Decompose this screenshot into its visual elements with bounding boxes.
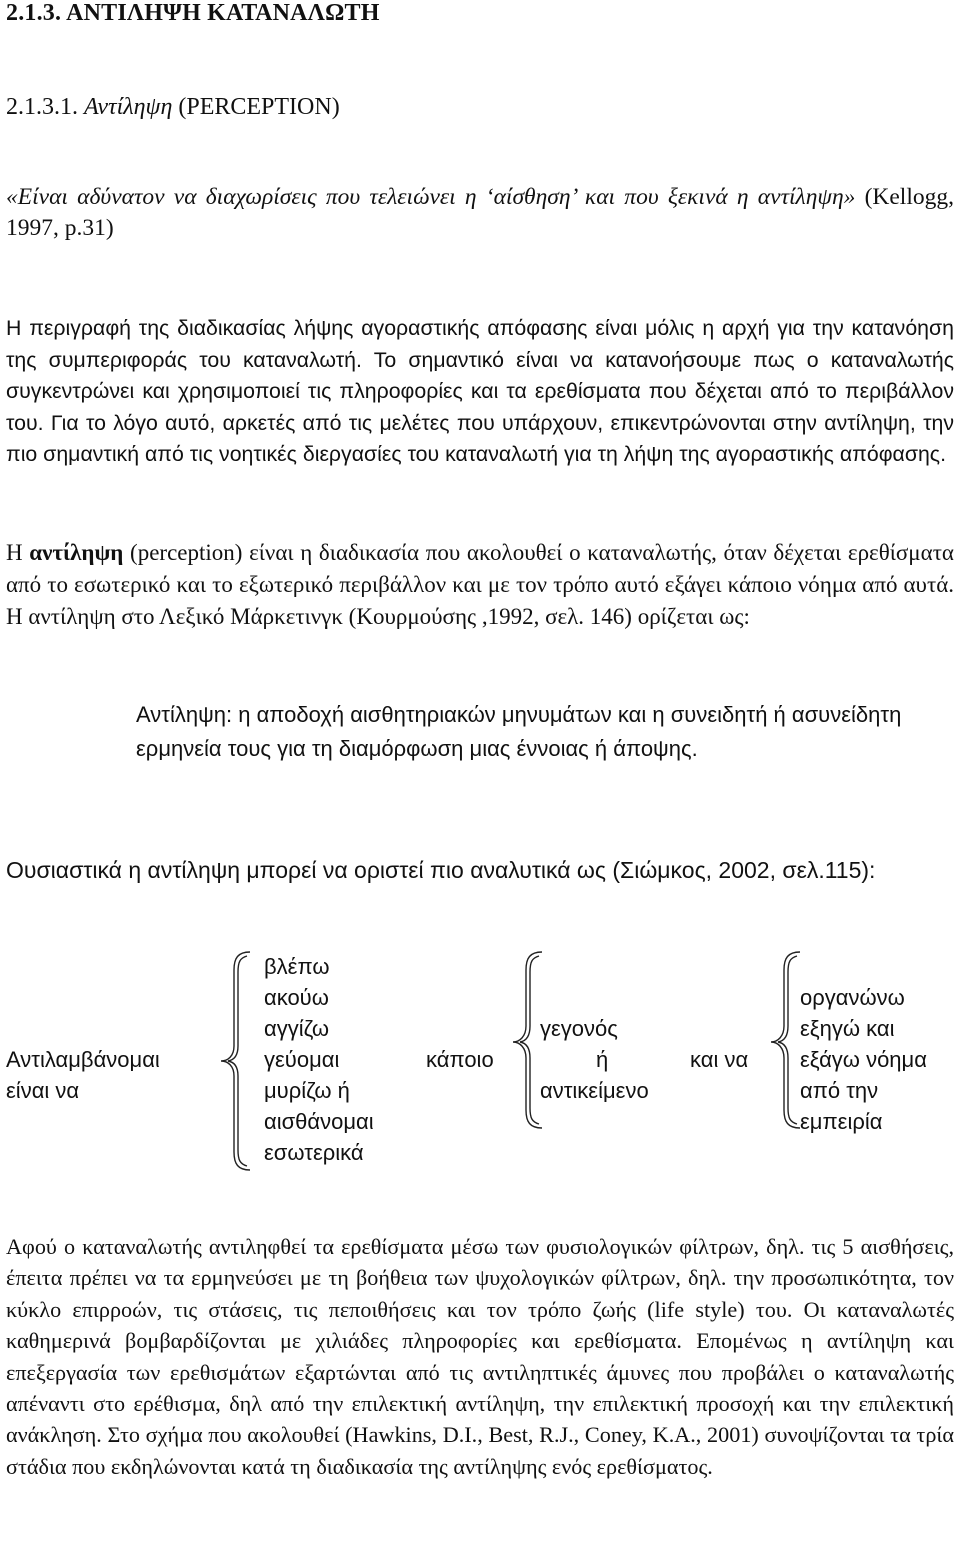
sense-hear: ακούω: [264, 985, 329, 1010]
object-or: ή: [596, 1047, 609, 1072]
object-event: γεγονός: [540, 1016, 618, 1041]
object-thing: αντικείμενο: [540, 1078, 649, 1103]
term-perception: αντίληψη: [29, 540, 124, 565]
paragraph-4: Αφού ο καταναλωτής αντιληφθεί τα ερεθίσματα μέσω των φυσιολογικών φίλτρων, δηλ. τις 5 αισθήσεις, έπειτα πρέπει να τα ερμηνεύσει με τη βοήθεια των ψυχολογικών φίλτρων, δηλ. την προσωπικότητα, τον κύκλο επιρροών, τις στάσεις, τις πεποιθήσεις και τον τρόπο ζωής (life style) του. Οι καταναλωτές καθημερινά βομβαρδίζονται με χιλιάδες πληροφορίες και ερεθίσματα. Επομένως η αντίληψη και επεξεργασία των ερεθισμάτων εξαρτώνται από τις αντιληπτικές άμυνες που προβάλει ο καταναλωτής απέναντι στο ερέθισμα, δηλ από την επιλεκτική αντίληψη, την επιλεκτική προσοχή και την επιλεκτική ανάκληση. Στο σχήμα που ακολουθεί (Hawkins, D.I., Best, R.J., Coney, K.A., 2001) συνοψίζονται τα τρία στάδια που εκδηλώνονται κατά τη διαδικασία της αντίληψης ενός ερεθίσματος.: [6, 1234, 954, 1479]
paragraph-1: Η περιγραφή της διαδικασίας λήψης αγοραστικής απόφασης είναι μόλις η αρχή για την κατανόηση της συμπεριφοράς του καταναλωτή. Το σημαντικό είναι να κατανοήσουμε πως ο καταναλωτής συγκεντρώνει και χρησιμοποιεί τις πληροφορίες και τα ερεθίσματα που δέχεται από το περιβάλλον του. Για το λόγο αυτό, αρκετές από τις μελέτες που υπάρχουν, επικεντρώνονται στην αντίληψη, την πιο σημαντική από τις νοητικές διεργασίες του καταναλωτή για τη λήψη της αγοραστικής απόφασης.: [6, 316, 954, 466]
diagram-lead-2: είναι να: [6, 1078, 80, 1103]
paragraph-2-rest: (perception) είναι η διαδικασία που ακολουθεί ο καταναλωτής, όταν δέχεται ερεθίσματα από το εσωτερικό και το εξωτερικό περιβάλλον και με τον τρόπο αυτό εξάγει κάποιο νόημα από αυτά. Η αντίληψη στο Λεξικό Μάρκετινγκ (Κουρμούσης ,1992, σελ. 146) ορίζεται ως:: [6, 540, 954, 629]
quote-citation: (Kellogg, 1997, p.31): [6, 184, 954, 241]
sense-internally: εσωτερικά: [264, 1140, 364, 1165]
result-from: από την: [800, 1078, 879, 1103]
subsection-english: (PERCEPTION): [178, 94, 340, 120]
left-brace-icon: [218, 950, 254, 1172]
section-heading: 2.1.3. ΑΝΤΙΛΗΨΗ ΚΑΤΑΝΑΛΩΤΗ: [6, 0, 380, 26]
right-brace-icon: [768, 950, 804, 1130]
subsection-title: Αντίληψη: [84, 94, 173, 120]
diagram-kapoio: κάποιο: [426, 1047, 494, 1072]
paragraph-2-start: Η: [6, 540, 30, 565]
result-explain: εξηγώ και: [800, 1016, 895, 1041]
paragraph-2: [6, 537, 954, 633]
diagram-lead-1: Αντιλαμβάνομαι: [6, 1047, 160, 1072]
subsection-heading: [6, 94, 340, 121]
paragraph-3: Ουσιαστικά η αντίληψη μπορεί να οριστεί πιο αναλυτικά ως (Σιώμκος, 2002, σελ.115):: [6, 857, 876, 883]
result-meaning: εξάγω νόημα: [800, 1047, 927, 1072]
result-experience: εμπειρία: [800, 1109, 883, 1134]
result-organize: οργανώνω: [800, 985, 905, 1010]
sense-taste: γεύομαι: [264, 1047, 340, 1072]
subsection-number: 2.1.3.1.: [6, 94, 78, 120]
quote-text: «Είναι αδύνατον να διαχωρίσεις που τελειώνει η ‘αίσθηση’ και που ξεκινά η αντίληψη»: [6, 184, 856, 210]
opening-quote: [6, 182, 954, 244]
diagram-kai-na: και να: [690, 1047, 749, 1072]
sense-feel: αισθάνομαι: [264, 1109, 374, 1134]
sense-smell: μυρίζω ή: [264, 1078, 350, 1103]
definition-block: Αντίληψη: η αποδοχή αισθητηριακών μηνυμάτων και η συνειδητή ή ασυνείδητη ερμηνεία τους για τη διαμόρφωση μιας έννοιας ή άποψης.: [136, 702, 902, 761]
sense-touch: αγγίζω: [264, 1016, 330, 1041]
sense-see: βλέπω: [264, 954, 330, 979]
